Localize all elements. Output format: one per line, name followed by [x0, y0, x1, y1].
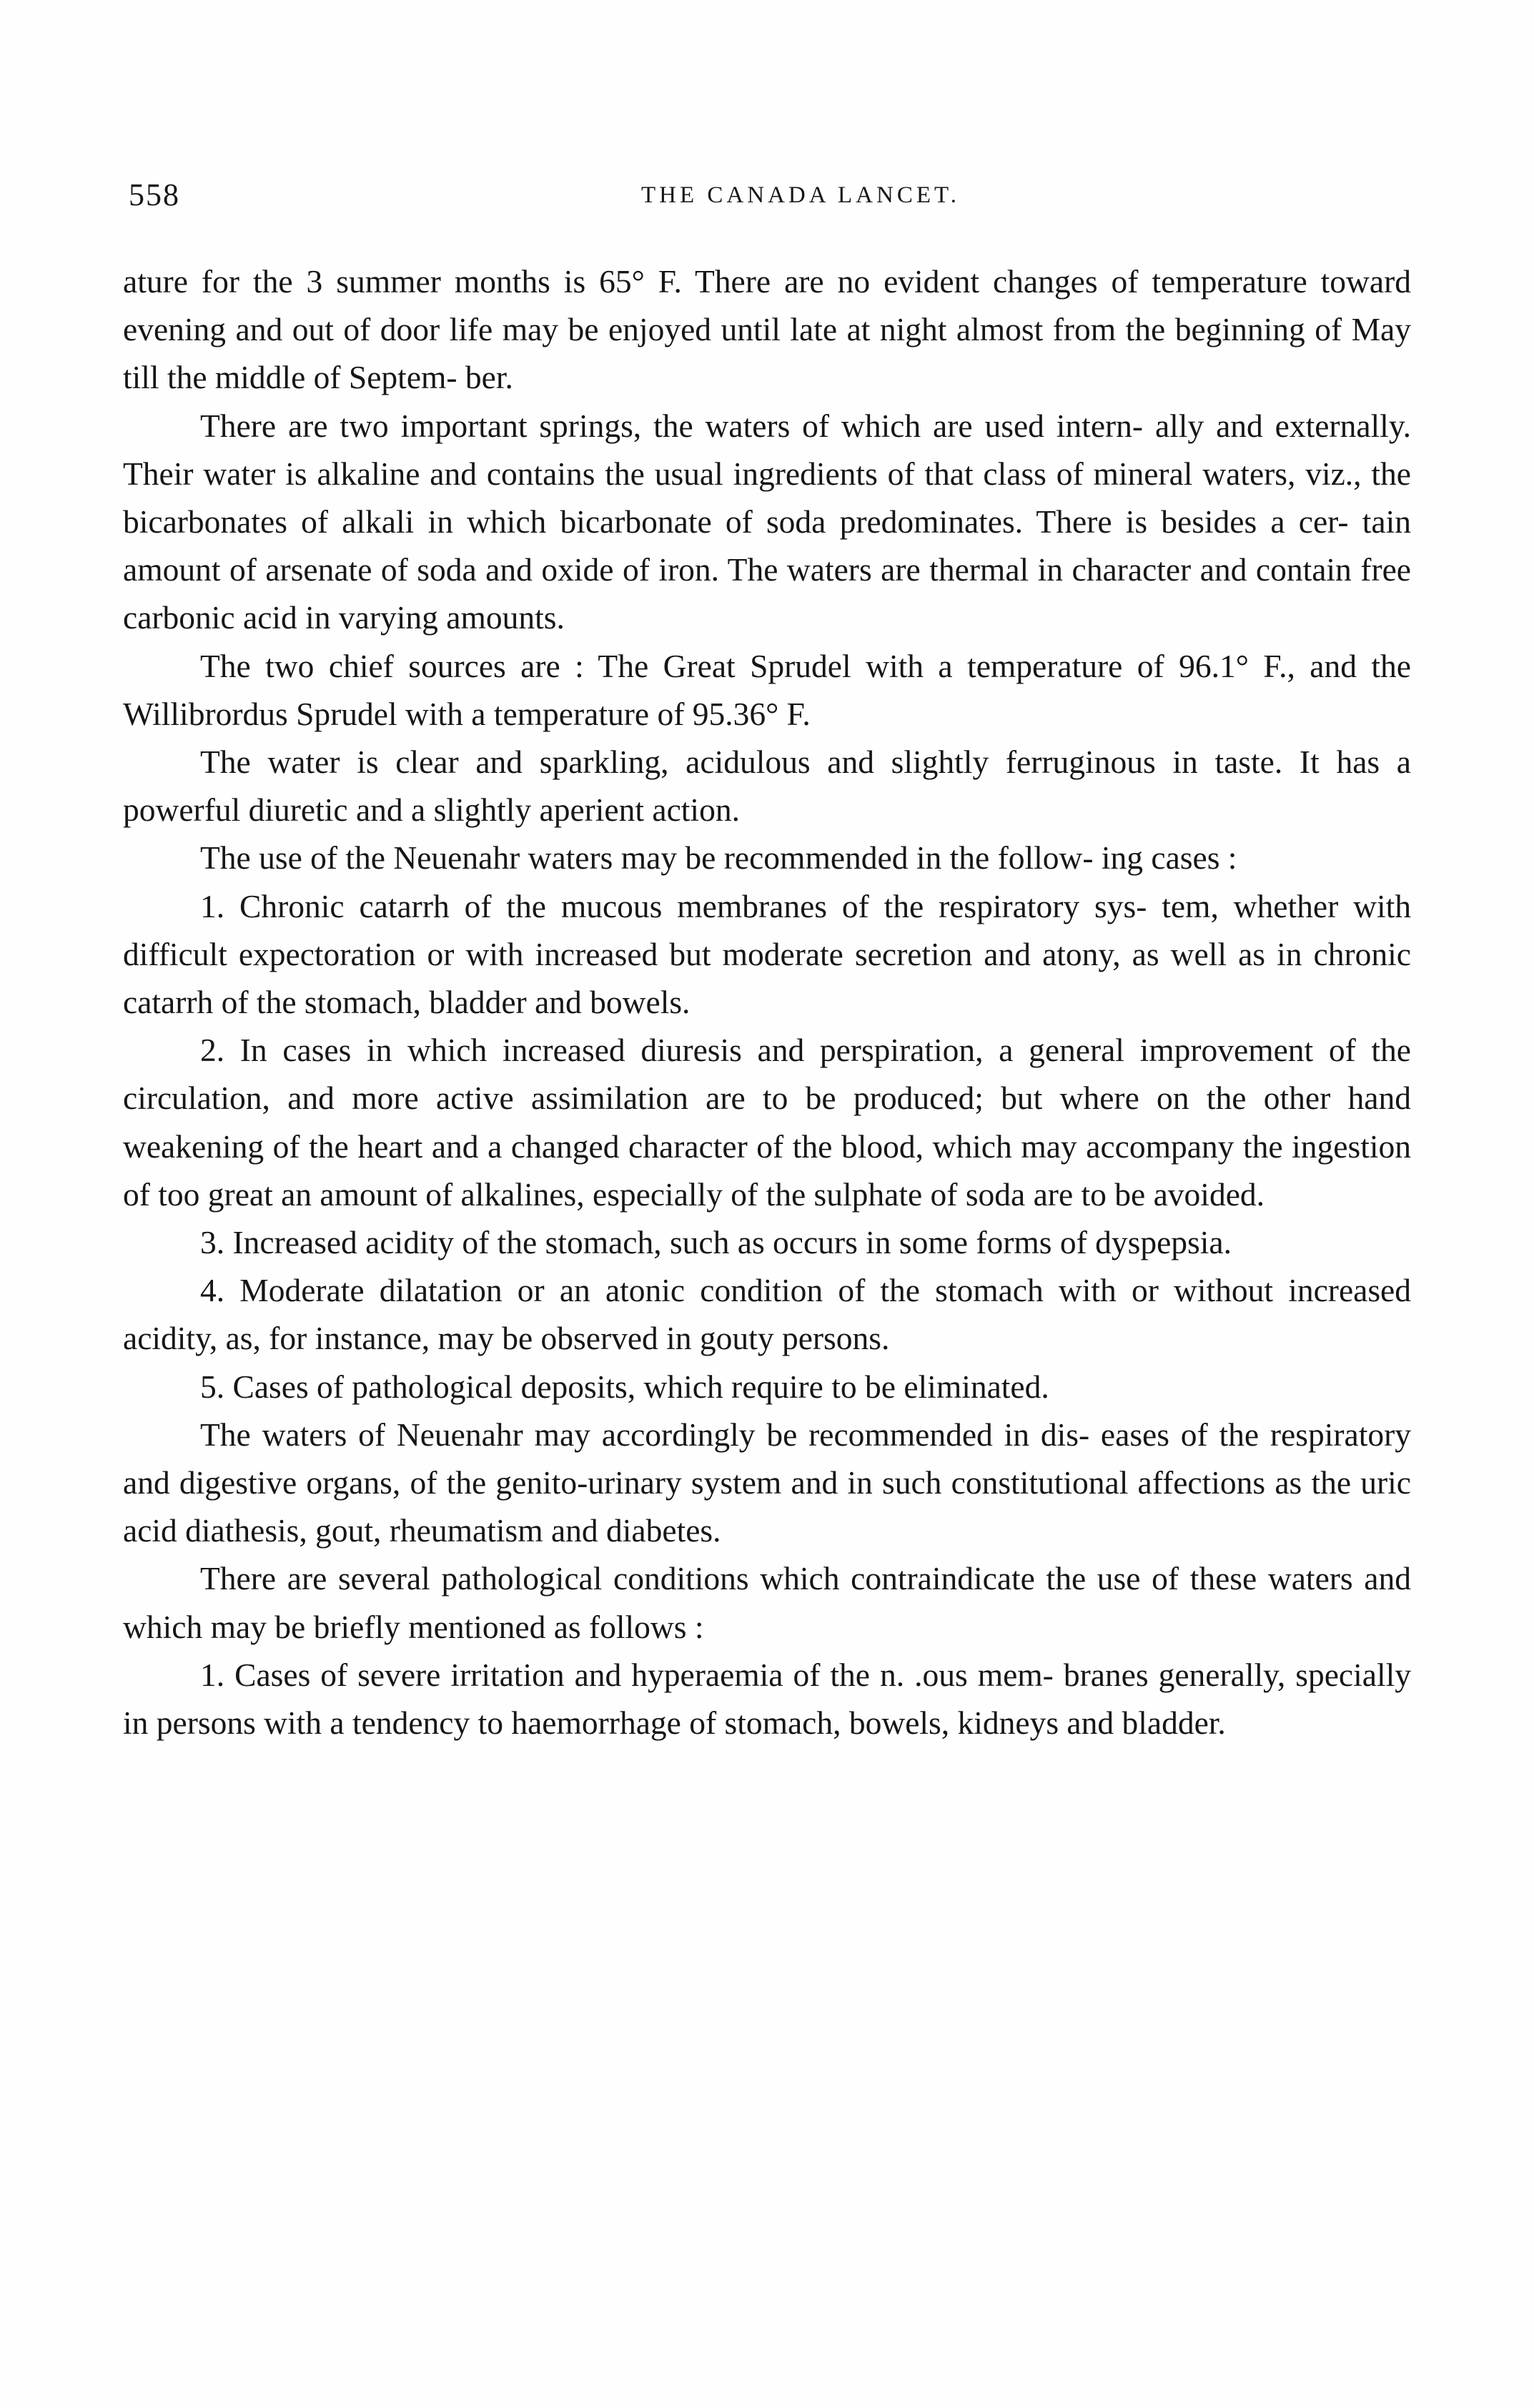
paragraph-water-properties: The water is clear and sparkling, acidulous and slightly ferruginous in taste. It has a powerful diuretic and a slightly aperient action. [123, 744, 1411, 829]
journal-title: THE CANADA LANCET. [641, 182, 960, 208]
paragraph-springs: There are two important springs, the waters of which are used intern- ally and externally. Their water is alkaline and contains the usual ingredients of that class of mineral waters, viz., the bicarbonates of alkali in which bicarbonate of soda predominates. There is besides a cer- tain amount of arsenate of soda and oxide of iron. The waters are thermal in character and contain free carbonic acid in varying amounts. [123, 407, 1411, 636]
paragraph-sources: The two chief sources are : The Great Sprudel with a temperature of 96.1° F., and the Willibrordus Sprudel with a temperature of 95.36° F. [123, 647, 1411, 732]
running-head [129, 174, 1408, 217]
paragraph-diseases: The waters of Neuenahr may accordingly be recommended in dis- eases of the respiratory and digestive organs, of the genito-urinary system and in such constitutional affections as the uric acid diathesis, gout, rheumatism and diabetes. [123, 1416, 1411, 1549]
list-item-indication-5: 5. Cases of pathological deposits, which require to be eliminated. [200, 1368, 1049, 1405]
list-item-indication-4: 4. Moderate dilatation or an atonic condition of the stomach with or without increased acidity, as, for instance, may be observed in gouty persons. [123, 1272, 1411, 1357]
body-text [123, 257, 1411, 1747]
list-item-indication-2: 2. In cases in which increased diuresis and perspiration, a general improvement of the circulation, and more active assimilation are to be produced; but where on the other hand weakening of the heart and a changed character of the blood, which may accompany the ingestion of too great an amount of alkalines, especially of the sulphate of soda are to be avoided. [123, 1032, 1411, 1213]
list-item-indication-1: 1. Chronic catarrh of the mucous membranes of the respiratory sys- tem, whether with difficult expectoration or with increased but moderate secretion and atony, as well as in chronic catarrh of the stomach, bladder and bowels. [123, 887, 1411, 1021]
list-item-contraindication-1: 1. Cases of severe irritation and hyperaemia of the n. .ous mem- branes generally, specially in persons with a tendency to haemorrhage of stomach, bowels, kidneys and bladder. [123, 1656, 1411, 1742]
list-item-indication-3: 3. Increased acidity of the stomach, such as occurs in some forms of dyspepsia. [200, 1224, 1232, 1261]
page-number: 558 [129, 177, 180, 212]
paragraph-recommended-uses: The use of the Neuenahr waters may be recommended in the follow- ing cases : [200, 839, 1237, 877]
paragraph-continued: ature for the 3 summer months is 65° F. There are no evident changes of temperature toward evening and out of door life may be enjoyed until late at night almost from the beginning of May till the middle of Septem- ber. [123, 263, 1411, 396]
paragraph-contraindications: There are several pathological conditions which contraindicate the use of these waters and which may be briefly mentioned as follows : [123, 1560, 1411, 1645]
